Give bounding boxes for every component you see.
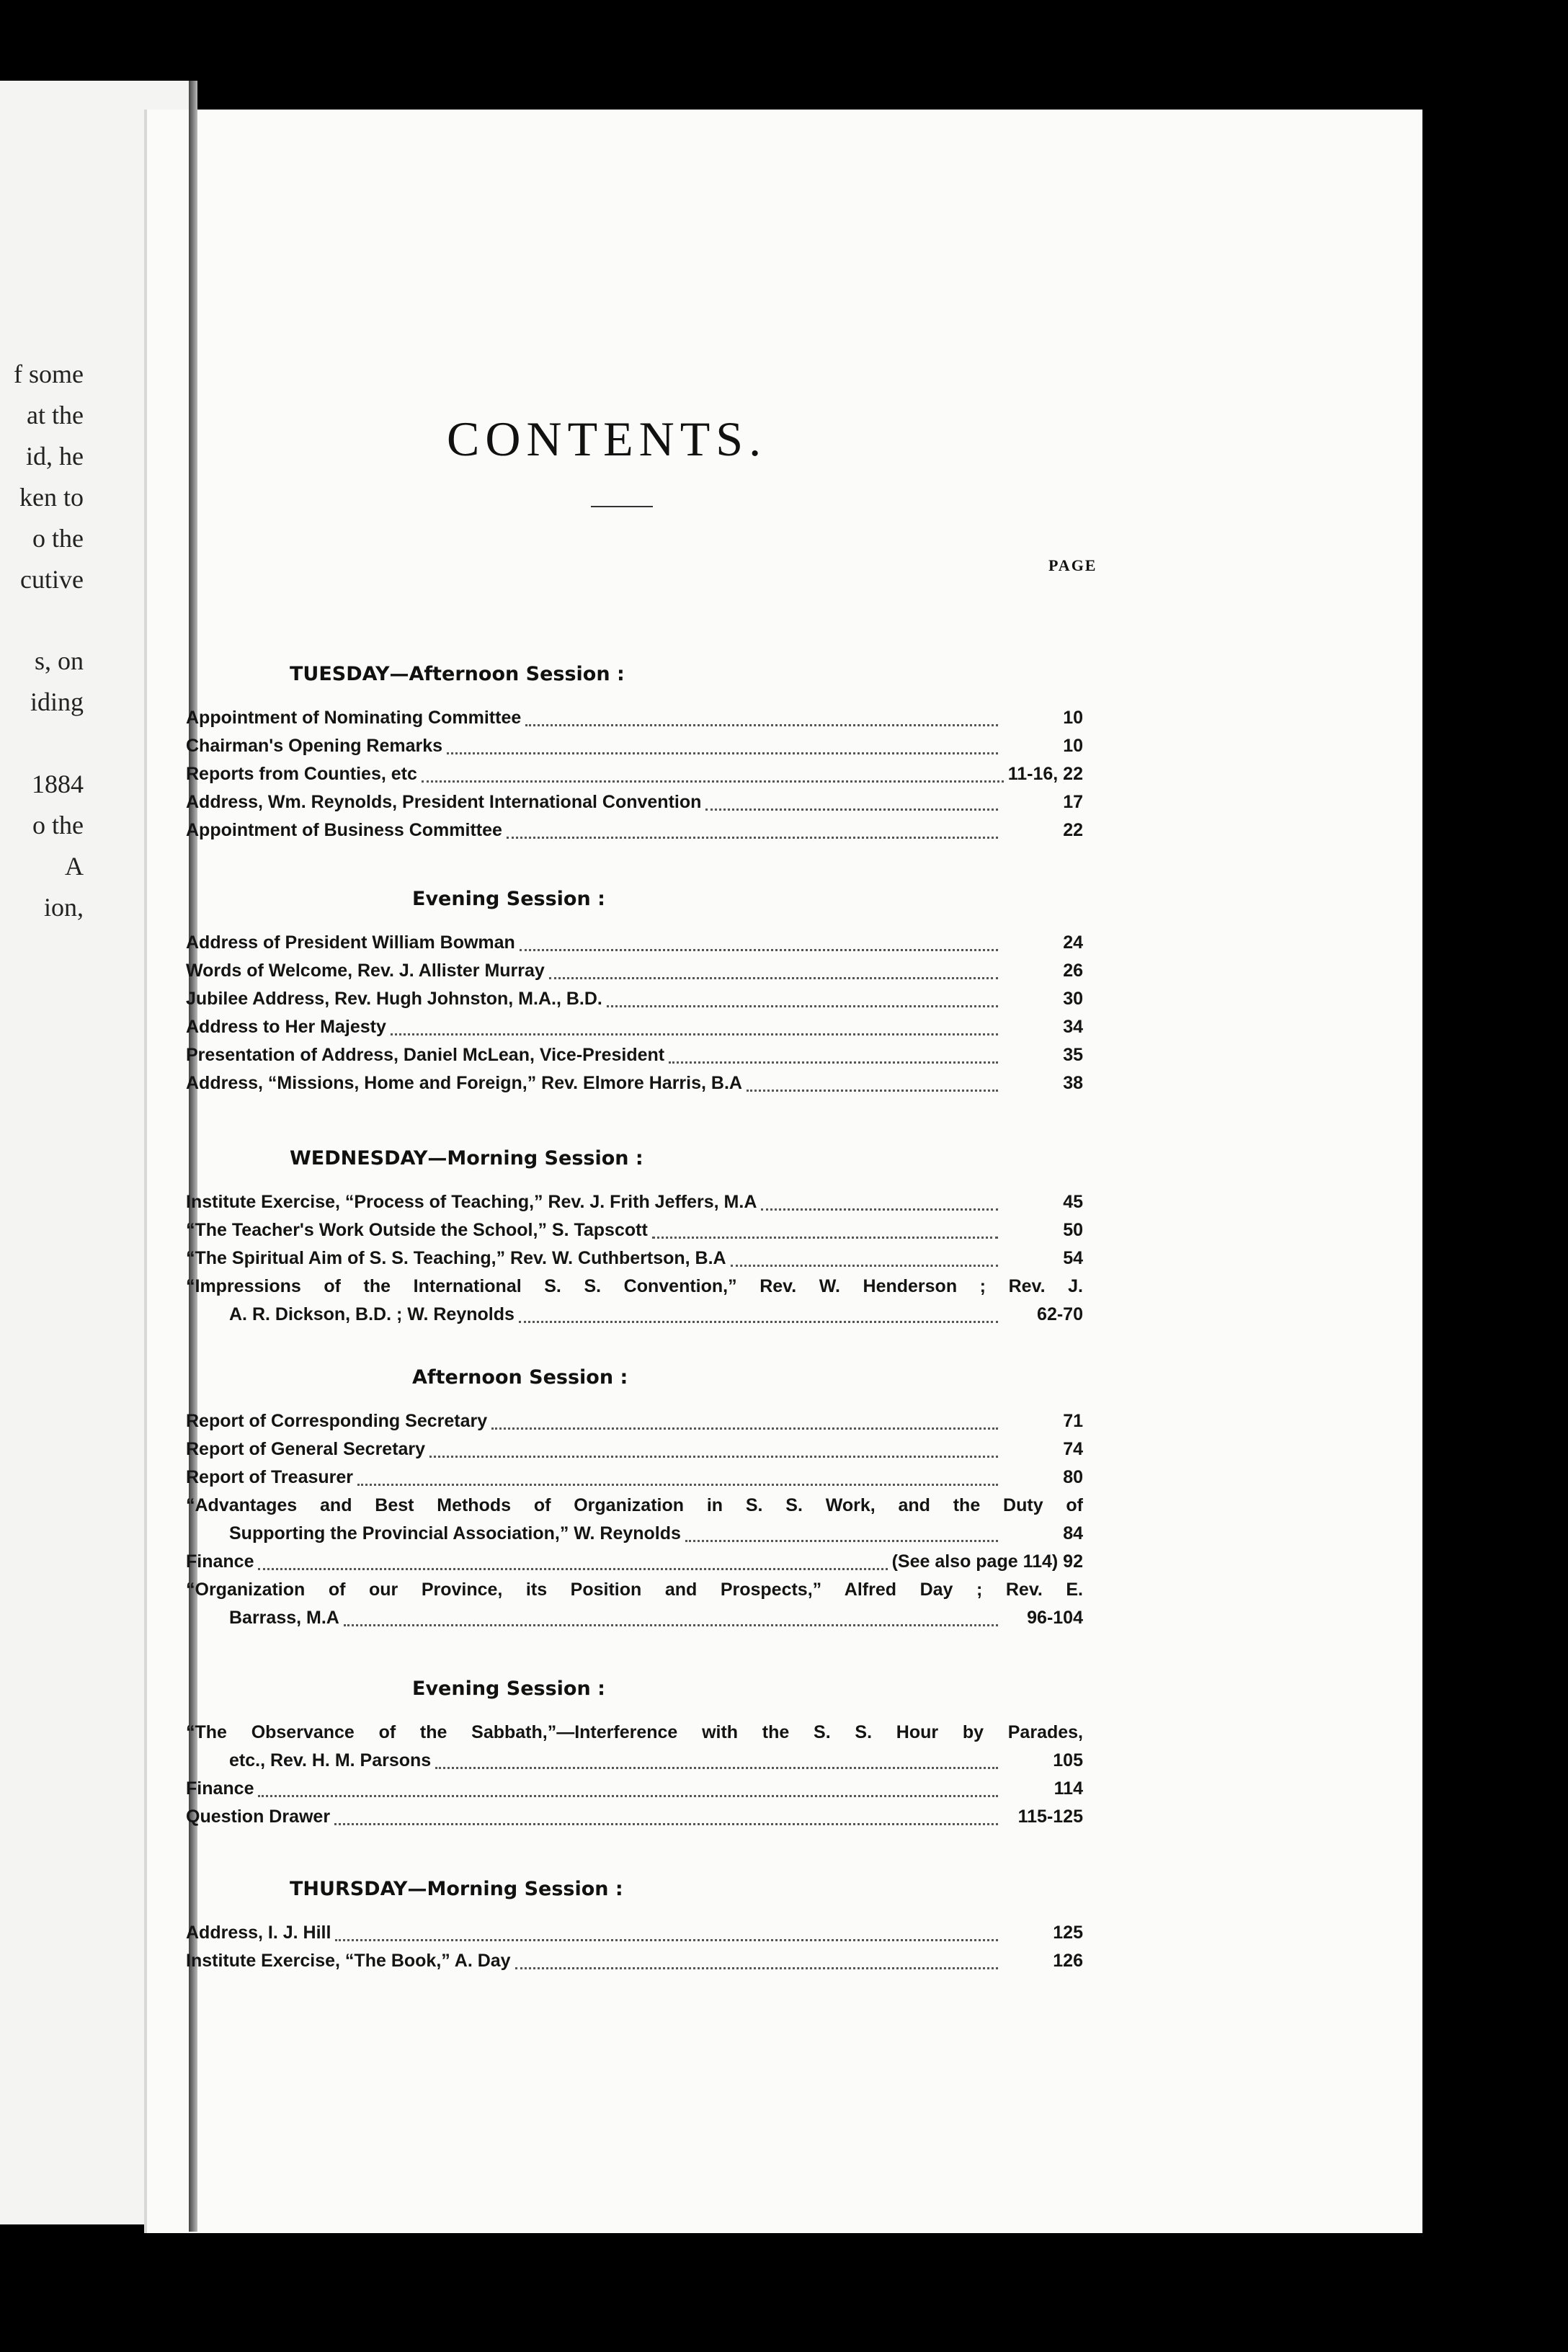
entry-page-number: 10 [1063,708,1083,728]
leader-dots [429,1446,998,1458]
toc-entry [186,1807,1083,1832]
entry-page-number: 125 [1053,1923,1083,1943]
entry-page-number: 74 [1063,1439,1083,1459]
toc-entry [229,1608,1083,1634]
toc-entry [186,1220,1083,1246]
section-heading: Evening Session : [412,888,605,910]
facing-page-fragment: o the [32,811,84,839]
toc-entry [186,1923,1083,1948]
toc-entry [186,1192,1083,1218]
toc-entry [186,1778,1083,1804]
toc-entry [186,820,1083,846]
entry-title: Address of President William Bowman [186,932,515,953]
book-gutter [189,81,197,2232]
facing-page-fragment: 1884 [32,770,84,798]
entry-title: Finance [186,1778,254,1799]
leader-dots [335,1929,998,1941]
contents-page [144,110,1422,2233]
entry-page-number: 26 [1063,961,1083,981]
leader-dots [422,770,1004,783]
toc-entry [186,932,1083,958]
entry-title: Institute Exercise, “Process of Teaching,” Rev. J. Frith Jeffers, M.A [186,1192,757,1212]
entry-title: “The Teacher's Work Outside the School,” S. Tapscott [186,1220,648,1240]
toc-entry [186,1439,1083,1465]
leader-dots [549,967,998,979]
leader-dots [507,827,998,839]
entry-page-number: 50 [1063,1220,1083,1240]
leader-dots [519,1311,998,1323]
entry-page-number: 114 [1054,1778,1083,1799]
entry-title: Chairman's Opening Remarks [186,736,443,756]
entry-page-number: 22 [1063,820,1083,840]
leader-dots [520,939,998,951]
toc-entry [186,1073,1083,1099]
leader-dots [258,1785,998,1797]
toc-entry [229,1304,1083,1330]
leader-dots [334,1813,998,1825]
facing-page-fragment: ken to [19,483,84,512]
entry-title: Address, “Missions, Home and Foreign,” Rev. Elmore Harris, B.A [186,1073,742,1093]
facing-page-fragment: id, he [26,442,84,471]
entry-page-number: 38 [1063,1073,1083,1093]
entry-title: A. R. Dickson, B.D. ; W. Reynolds [229,1304,514,1324]
entry-page-number: 105 [1053,1750,1083,1770]
entry-first-line: “Impressions of the International S. S. Convention,” Rev. W. Henderson ; Rev. J. [186,1276,1083,1296]
entry-page-number: 10 [1063,736,1083,756]
entry-title: Appointment of Business Committee [186,820,502,840]
entry-title: Report of Treasurer [186,1467,354,1487]
toc-entry [186,1248,1083,1274]
toc-entry [186,764,1083,790]
toc-entry [186,1045,1083,1071]
facing-page-fragment: A [65,852,84,881]
facing-page-fragment: o the [32,524,84,553]
toc-entry [186,708,1083,734]
leader-dots [491,1417,998,1430]
leader-dots [525,714,998,726]
entry-page-number: 84 [1063,1523,1083,1544]
leader-dots [258,1558,887,1570]
facing-page-fragment: iding [30,687,84,716]
leader-dots [391,1023,998,1035]
toc-entry [186,1551,1083,1577]
entry-page-number: 35 [1063,1045,1083,1065]
leader-dots [344,1614,998,1626]
entry-title: Presentation of Address, Daniel McLean, Vice-President [186,1045,665,1065]
entry-page-number: 71 [1063,1411,1083,1431]
entry-title: Finance [186,1551,254,1572]
leader-dots [515,1957,998,1969]
entry-title: Appointment of Nominating Committee [186,708,522,728]
entry-page-number: 54 [1063,1248,1083,1268]
toc-entry [186,1017,1083,1043]
leader-dots [652,1226,998,1239]
leader-dots [705,798,998,811]
entry-page-number: 34 [1063,1017,1083,1037]
leader-dots [669,1051,998,1064]
entry-page-number: 80 [1063,1467,1083,1487]
leader-dots [731,1255,998,1267]
toc-entry [229,1750,1083,1776]
leader-dots [357,1474,998,1486]
entry-page-number: 45 [1063,1192,1083,1212]
entry-title: Institute Exercise, “The Book,” A. Day [186,1951,511,1971]
entry-first-line: “Organization of our Province, its Position and Prospects,” Alfred Day ; Rev. E. [186,1580,1083,1600]
entry-page-number: 30 [1063,989,1083,1009]
facing-page-fragment: f some [14,360,84,388]
toc-entry [186,736,1083,762]
toc-entry [186,1951,1083,1977]
entry-page-number: (See also page 114) 92 [891,1551,1083,1572]
entry-page-number: 24 [1063,932,1083,953]
entry-title: Report of General Secretary [186,1439,426,1459]
page-column-label: PAGE [1048,556,1097,574]
entry-title: Address, Wm. Reynolds, President International Convention [186,792,702,812]
entry-title: Words of Welcome, Rev. J. Allister Murray [186,961,545,981]
entry-title: Address, I. J. Hill [186,1923,331,1943]
facing-page-fragment: s, on [34,646,84,675]
entry-page-number: 17 [1063,792,1083,812]
entry-title: Question Drawer [186,1807,331,1827]
entry-first-line: “The Observance of the Sabbath,”—Interference with the S. S. Hour by Parades, [186,1722,1083,1742]
toc-entry [186,792,1083,818]
leader-dots [607,995,998,1007]
facing-page-fragment: at the [27,401,84,429]
entry-page-number: 115-125 [1017,1807,1083,1827]
entry-page-number: 96-104 [1027,1608,1083,1628]
entry-title: Jubilee Address, Rev. Hugh Johnston, M.A., B.D. [186,989,602,1009]
leader-dots [685,1530,998,1542]
title-rule [591,506,653,507]
section-heading: Afternoon Session : [412,1366,628,1389]
section-heading: THURSDAY—Morning Session : [290,1878,623,1900]
section-heading: WEDNESDAY—Morning Session : [290,1147,643,1170]
toc-entry [186,1467,1083,1493]
section-heading: TUESDAY—Afternoon Session : [290,663,625,685]
toc-entry [186,961,1083,986]
toc-entry [186,1411,1083,1437]
page-title: CONTENTS. [447,411,767,466]
section-heading: Evening Session : [412,1678,605,1700]
toc-entry [229,1523,1083,1549]
entry-title: Barrass, M.A [229,1608,339,1628]
entry-title: Address to Her Majesty [186,1017,386,1037]
leader-dots [761,1198,998,1211]
entry-title: Report of Corresponding Secretary [186,1411,488,1431]
leader-dots [447,742,998,754]
leader-dots [435,1757,998,1769]
entry-page-number: 62-70 [1037,1304,1083,1324]
entry-title: “The Spiritual Aim of S. S. Teaching,” Rev. W. Cuthbertson, B.A [186,1248,726,1268]
leader-dots [747,1079,998,1092]
entry-first-line: “Advantages and Best Methods of Organization in S. S. Work, and the Duty of [186,1495,1083,1515]
toc-entry [186,989,1083,1015]
entry-page-number: 126 [1053,1951,1083,1971]
facing-page-fragment: cutive [20,565,84,594]
entry-title: etc., Rev. H. M. Parsons [229,1750,432,1770]
entry-page-number: 11-16, 22 [1007,764,1083,784]
facing-page-fragment: ion, [43,893,84,922]
entry-title: Reports from Counties, etc [186,764,417,784]
entry-title: Supporting the Provincial Association,” W. Reynolds [229,1523,681,1544]
